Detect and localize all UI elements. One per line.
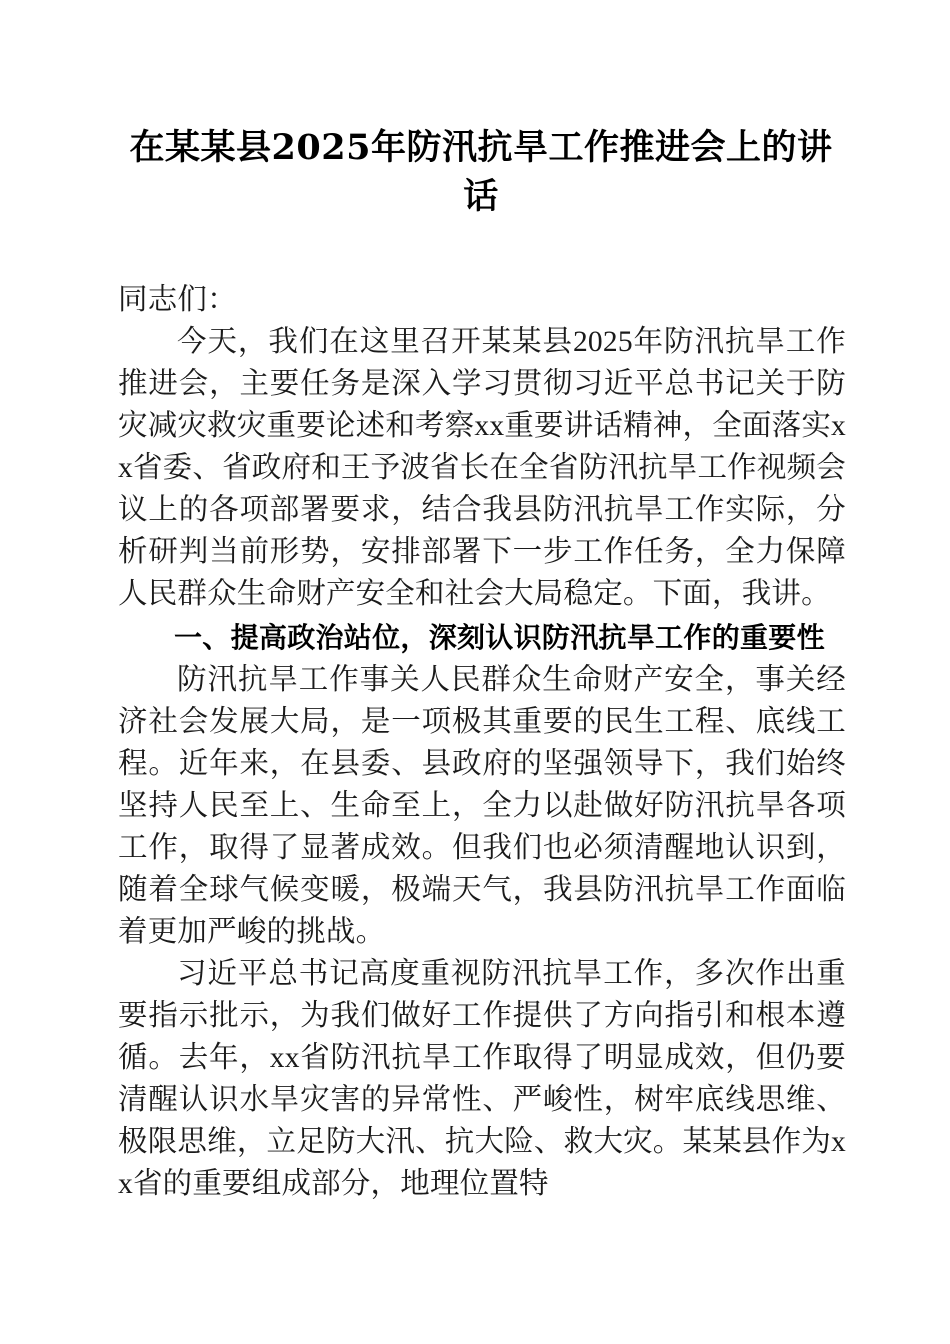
document-content: [118, 0, 846, 1205]
section-heading-1: 一、提高政治站位，深刻认识防汛抗旱工作的重要性: [174, 621, 825, 654]
document-title: 在某某县2025年防汛抗旱工作推进会上的讲话: [129, 127, 833, 217]
paragraph-body-2: 习近平总书记高度重视防汛抗旱工作，多次作出重要指示批示，为我们做好工作提供了方向指引和根本遵循。去年，xx省防汛抗旱工作取得了明显成效，但仍要清醒认识水旱灾害的异常性、严峻性，树牢底线思维、极限思维，立足防大汛、抗大险、救大灾。某某县作为xx省的重要组成部分，地理位置特: [118, 958, 846, 1200]
salutation: 同志们：: [118, 284, 237, 316]
paragraph-intro: 今天，我们在这里召开某某县2025年防汛抗旱工作推进会，主要任务是深入学习贯彻习近平总书记关于防灾减灾救灾重要论述和考察xx重要讲话精神，全面落实xx省委、省政府和王予波省长在全省防汛抗旱工作视频会议上的各项部署要求，结合我县防汛抗旱工作实际，分析研判当前形势，安排部署下一步工作任务，全力保障人民群众生命财产安全和社会大局稳定。下面，我讲。: [118, 326, 846, 610]
paragraph-body-1: 防汛抗旱工作事关人民群众生命财产安全，事关经济社会发展大局，是一项极其重要的民生工程、底线工程。近年来，在县委、县政府的坚强领导下，我们始终坚持人民至上、生命至上，全力以赴做好防汛抗旱各项工作，取得了显著成效。但我们也必须清醒地认识到，随着全球气候变暖，极端天气，我县防汛抗旱工作面临着更加严峻的挑战。: [118, 664, 846, 948]
